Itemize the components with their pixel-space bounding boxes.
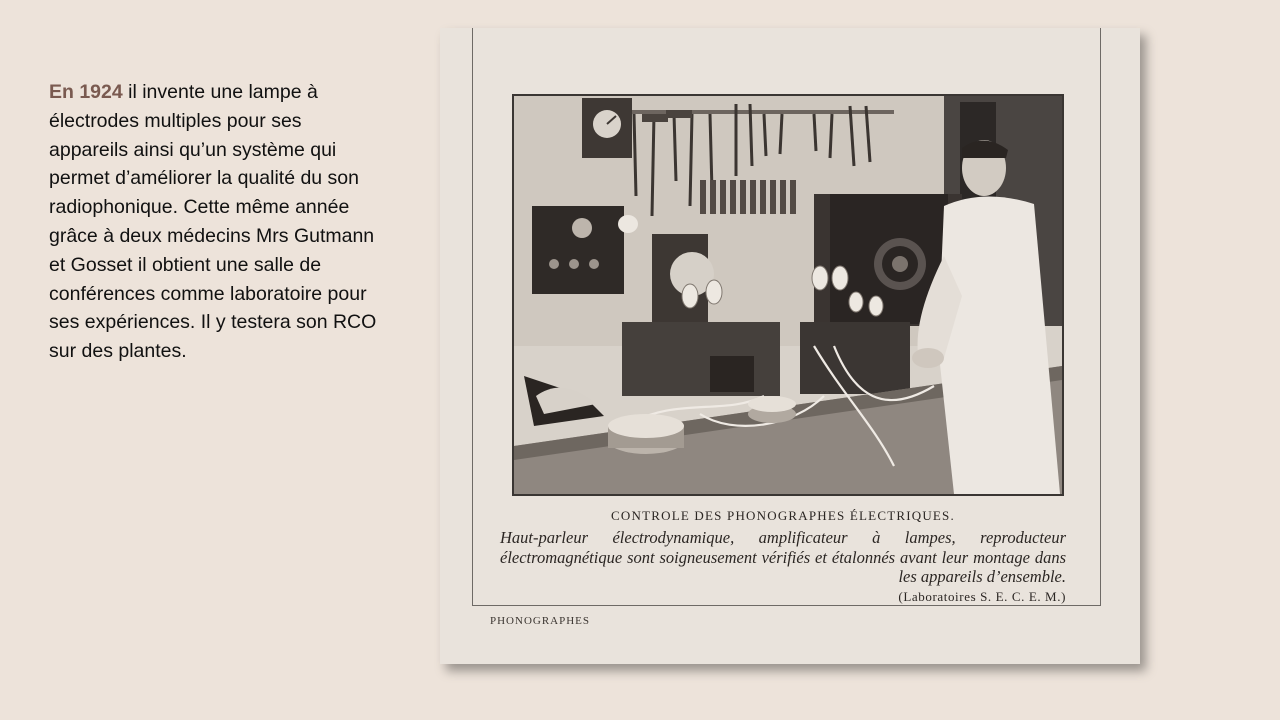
caption-body: Haut-parleur électrodynamique, amplificateur à lampes, reproducteur électromagnétique sont soigneusement vérifiés et étalonnés avant leur montage dans les appareils d’ensemble. [500,528,1066,586]
page-border-left [472,28,473,606]
page-footer-label: PHONOGRAPHES [490,615,591,627]
caption-credit: (Laboratoires S. E. C. E. M.) [898,588,1066,604]
slide-text [49,78,379,366]
page-border-right [1100,28,1101,606]
page-border-bottom [472,605,1101,606]
caption-title: CONTROLE DES PHONOGRAPHES ÉLECTRIQUES. [611,508,955,523]
laboratory-photo-illustration [514,96,1062,494]
slide-paragraph: il invente une lampe à électrodes multiples pour ses appareils ainsi qu’un système qui permet d’améliorer la qualité du son radiophonique. Cette même année grâce à deux médecins Mrs Gutmann et Gosset il obtient une salle de conférences comme laboratoire pour ses expériences. Il y testera son RCO sur des plantes. [49,81,377,363]
photo-caption [500,508,1066,605]
laboratory-photo [512,94,1064,496]
archival-page-scan [440,28,1140,664]
year-highlight: En 1924 [49,81,123,103]
